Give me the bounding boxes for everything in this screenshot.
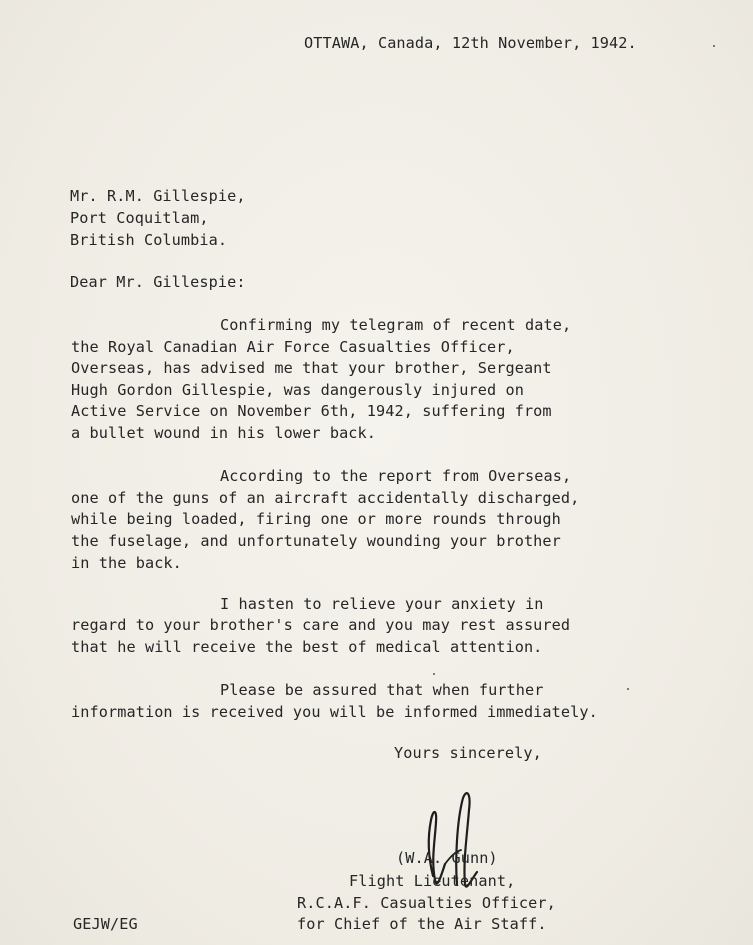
paragraph3-line2: regard to your brother's care and you may rest assured bbox=[71, 616, 571, 634]
salutation: Dear Mr. Gillespie: bbox=[70, 273, 246, 291]
paragraph4-line2: information is received you will be informed immediately. bbox=[71, 703, 598, 721]
paragraph2-line5: in the back. bbox=[71, 554, 182, 572]
ink-speck bbox=[627, 688, 629, 690]
paragraph3-line1: I hasten to relieve your anxiety in bbox=[220, 595, 544, 613]
paragraph1-line2: the Royal Canadian Air Force Casualties Officer, bbox=[71, 338, 515, 356]
paragraph1-line3: Overseas, has advised me that your brother, Sergeant bbox=[71, 359, 552, 377]
signatory-office: R.C.A.F. Casualties Officer, bbox=[297, 894, 556, 912]
signatory-name: (W.A. Gunn) bbox=[396, 849, 498, 867]
closing: Yours sincerely, bbox=[394, 744, 542, 762]
paragraph1-line1: Confirming my telegram of recent date, bbox=[220, 316, 572, 334]
paragraph4-line1: Please be assured that when further bbox=[220, 681, 544, 699]
recipient-city: Port Coquitlam, bbox=[70, 209, 209, 227]
date-line: OTTAWA, Canada, 12th November, 1942. bbox=[304, 34, 637, 52]
ink-speck bbox=[433, 673, 435, 675]
ink-speck bbox=[713, 45, 715, 47]
paragraph2-line3: while being loaded, firing one or more rounds through bbox=[71, 510, 561, 528]
signatory-for-line: for Chief of the Air Staff. bbox=[297, 915, 547, 933]
paragraph1-line6: a bullet wound in his lower back. bbox=[71, 424, 377, 442]
recipient-province: British Columbia. bbox=[70, 231, 228, 249]
recipient-name: Mr. R.M. Gillespie, bbox=[70, 187, 246, 205]
paragraph2-line1: According to the report from Overseas, bbox=[220, 467, 572, 485]
paragraph2-line4: the fuselage, and unfortunately wounding your brother bbox=[71, 532, 561, 550]
reference-initials: GEJW/EG bbox=[73, 915, 138, 933]
paragraph1-line4: Hugh Gordon Gillespie, was dangerously injured on bbox=[71, 381, 524, 399]
paragraph3-line3: that he will receive the best of medical attention. bbox=[71, 638, 543, 656]
paragraph2-line2: one of the guns of an aircraft accidentally discharged, bbox=[71, 489, 580, 507]
paragraph1-line5: Active Service on November 6th, 1942, suffering from bbox=[71, 402, 552, 420]
signatory-rank: Flight Lieutenant, bbox=[349, 872, 516, 890]
